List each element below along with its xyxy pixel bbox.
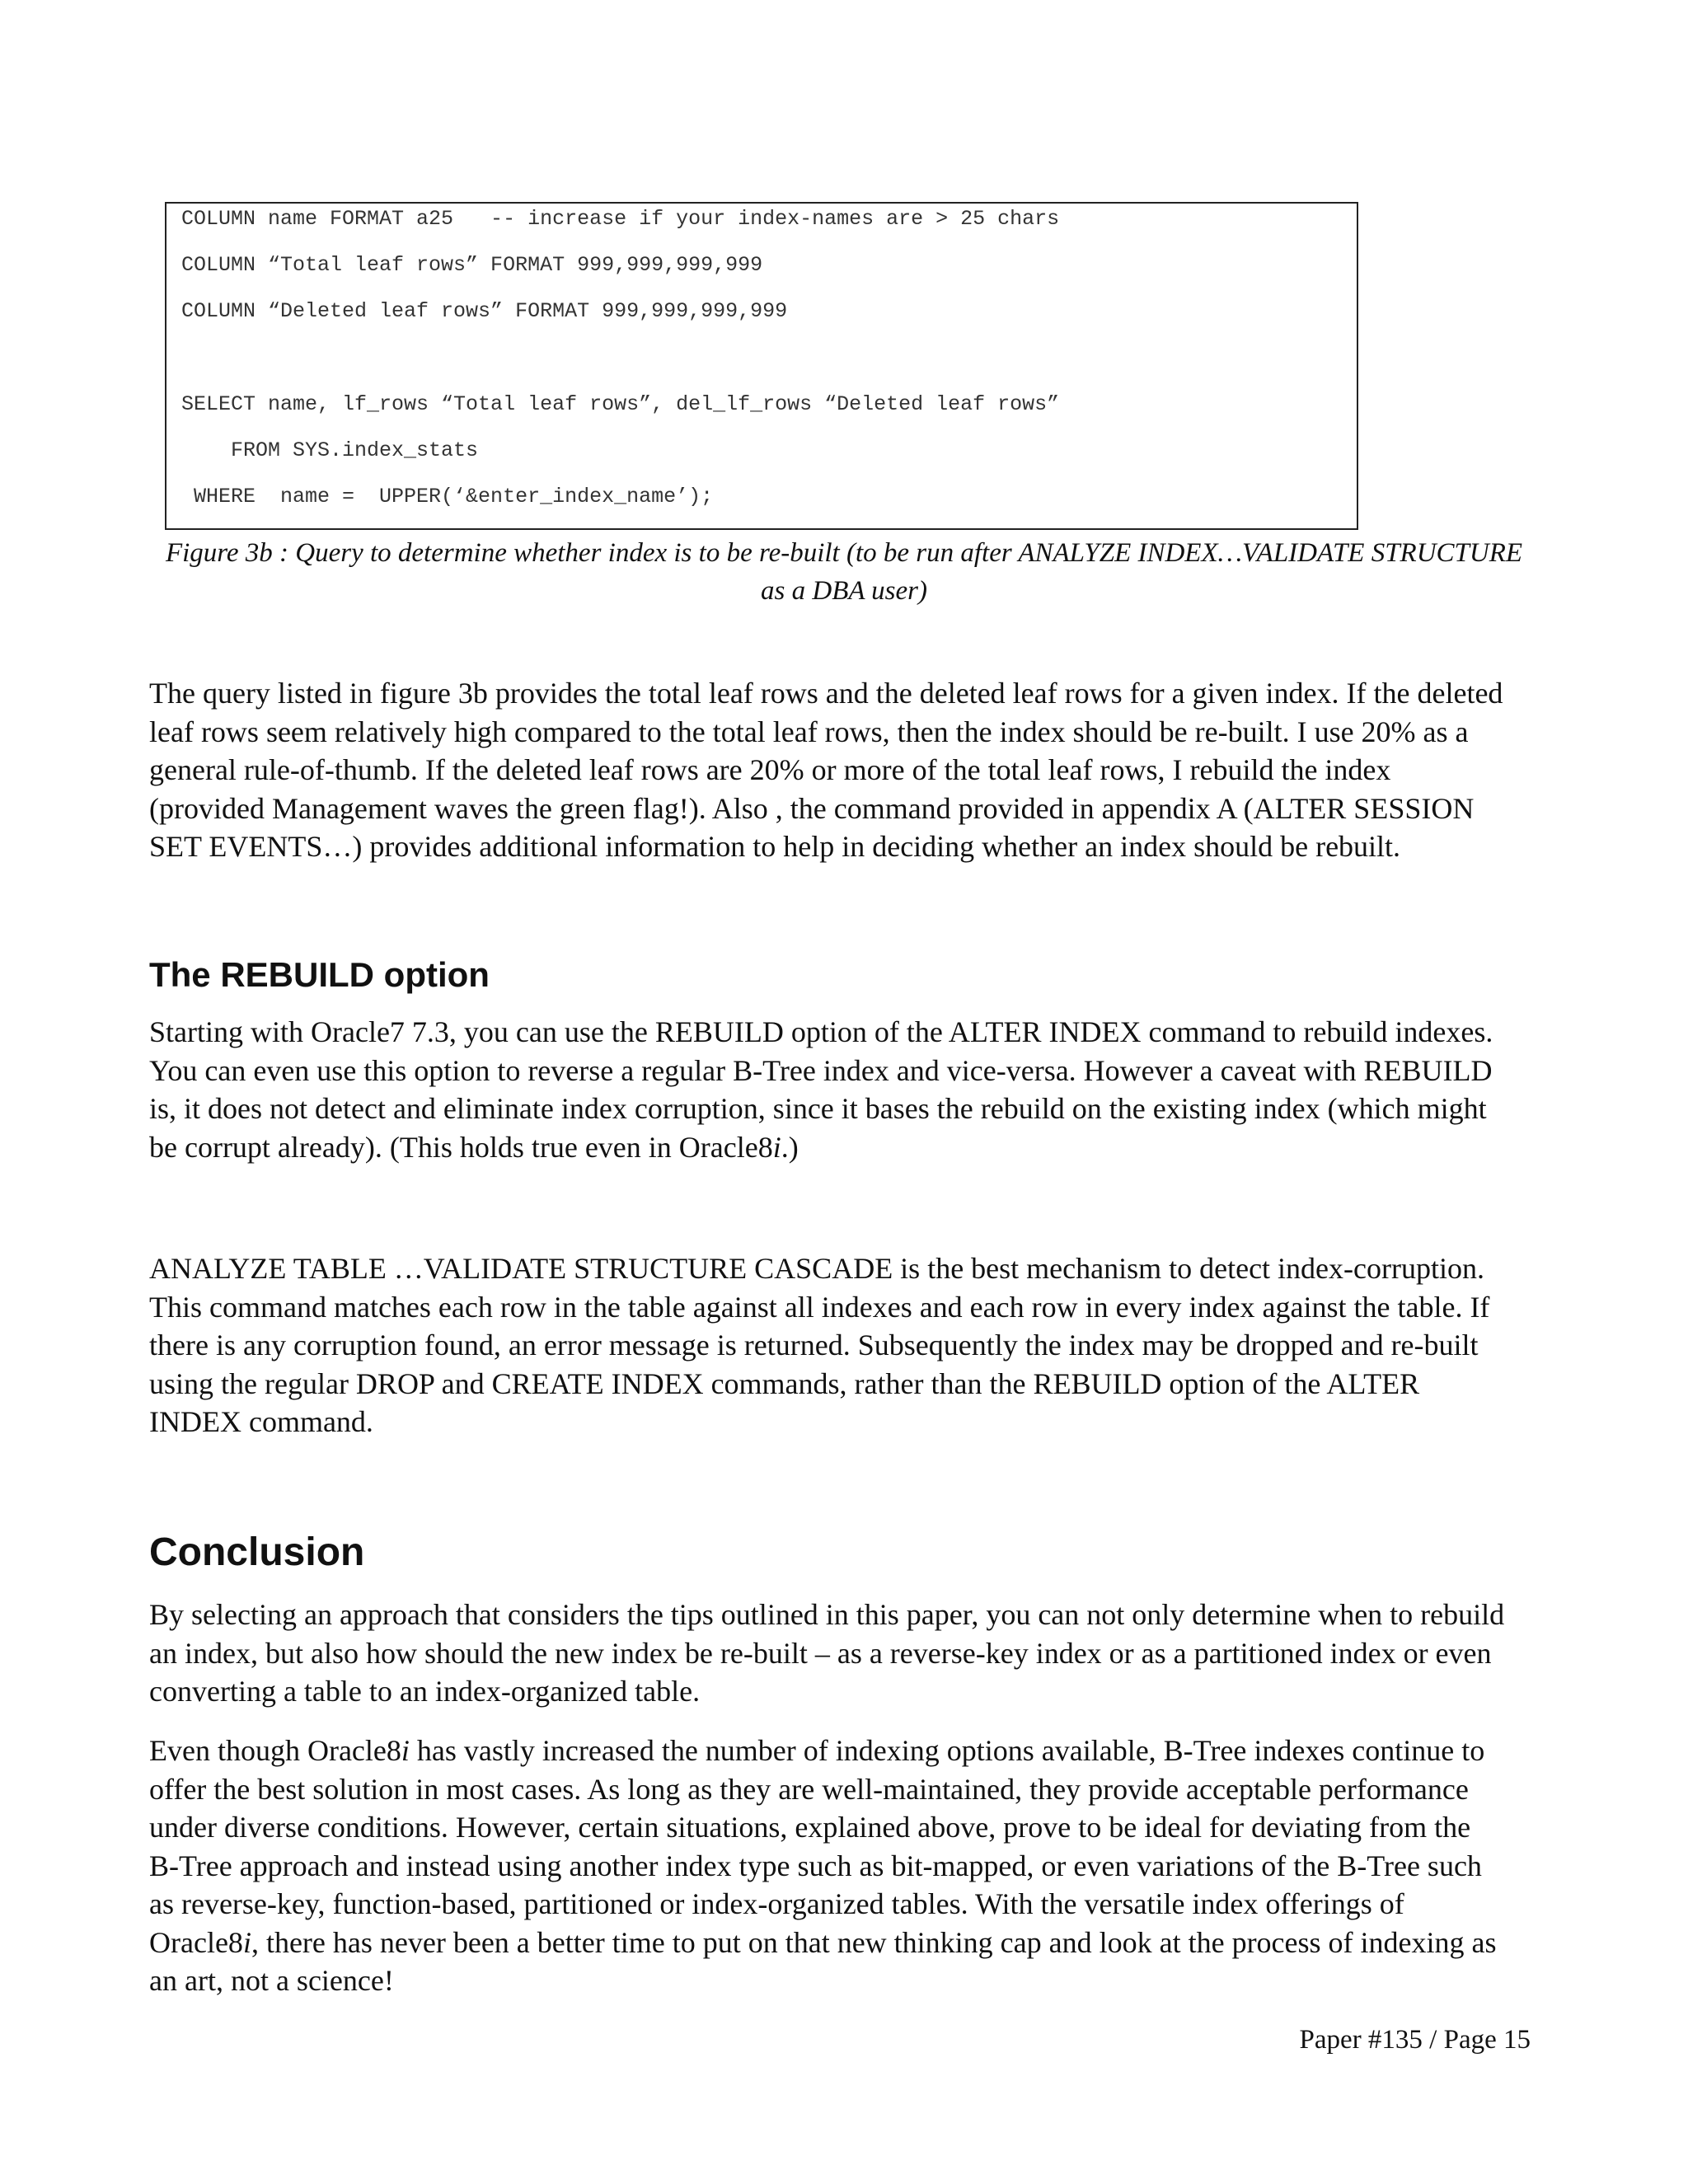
paragraph-line: using the regular DROP and CREATE INDEX commands, rather than the REBUILD option of the ALTER [149, 1366, 1420, 1400]
paragraph-line: under diverse conditions. However, certain situations, explained above, prove to be ideal for deviating from the [149, 1811, 1471, 1844]
paragraph-line: an index, but also how should the new index be re-built – as a reverse-key index or as a partitioned index or even [149, 1636, 1492, 1670]
paragraph-line: ANALYZE TABLE …VALIDATE STRUCTURE CASCADE is the best mechanism to detect index-corruption. [149, 1252, 1484, 1285]
text-run: Oracle8 [149, 1925, 243, 1959]
code-line: COLUMN name FORMAT a25 -- increase if your index-names are > 25 chars [181, 207, 1060, 231]
conclusion-paragraph-1 [149, 1596, 1550, 1711]
paragraph-line: converting a table to an index-organized table. [149, 1675, 701, 1708]
paragraph-line: leaf rows seem relatively high compared to the total leaf rows, then the index should be re-built. I use 20% as a [149, 715, 1469, 748]
paragraph-line: By selecting an approach that considers the tips outlined in this paper, you can not only determine when to rebuild [149, 1598, 1505, 1631]
paragraph-line: You can even use this option to reverse a regular B-Tree index and vice-versa. However a caveat with REBUILD [149, 1053, 1493, 1087]
italic-run: i [401, 1734, 410, 1767]
paragraph-line: general rule-of-thumb. If the deleted leaf rows are 20% or more of the total leaf rows, I rebuild the index [149, 753, 1391, 786]
paragraph-line: is, it does not detect and eliminate index corruption, since it bases the rebuild on the existing index (which might [149, 1092, 1487, 1125]
paragraph-line: there is any corruption found, an error message is returned. Subsequently the index may be dropped and re-built [149, 1329, 1479, 1361]
code-line: WHERE name = UPPER(‘&enter_index_name’); [181, 485, 714, 509]
paragraph-line: (provided Management waves the green flag!). Also , the command provided in appendix A (ALTER SESSION [149, 791, 1475, 825]
code-block [165, 202, 1358, 530]
section-heading-rebuild: The REBUILD option [149, 955, 490, 994]
text-run: , there has never been a better time to put on that new thinking cap and look at the process of indexing as [251, 1925, 1497, 1959]
paragraph-line [149, 1732, 1550, 1770]
paragraph-line: Starting with Oracle7 7.3, you can use the REBUILD option of the ALTER INDEX command to rebuild indexes. [149, 1015, 1493, 1048]
caption-line: as a DBA user) [761, 576, 927, 606]
intro-paragraph [149, 674, 1550, 866]
rebuild-paragraph-2 [149, 1249, 1550, 1441]
paragraph-line: INDEX command. [149, 1405, 373, 1438]
paragraph-line: B-Tree approach and instead using another index type such as bit-mapped, or even variations of the B-Tree such [149, 1849, 1482, 1882]
paragraph-line: SET EVENTS…) provides additional information to help in deciding whether an index should be rebuilt. [149, 830, 1401, 863]
code-line: COLUMN “Total leaf rows” FORMAT 999,999,999,999 [181, 253, 763, 277]
rebuild-paragraph-1 [149, 1013, 1550, 1166]
conclusion-paragraph-2 [149, 1732, 1550, 2000]
text-run: Even though Oracle8 [149, 1734, 401, 1767]
code-line: SELECT name, lf_rows “Total leaf rows”, del_lf_rows “Deleted leaf rows” [181, 392, 1060, 416]
section-heading-conclusion: Conclusion [149, 1530, 365, 1574]
paragraph-line: offer the best solution in most cases. As long as they are well-maintained, they provide acceptable performance [149, 1772, 1469, 1806]
caption-line: Figure 3b : Query to determine whether index is to be re-built (to be run after ANALYZE INDEX…VALIDATE STRUCTURE [165, 538, 1523, 568]
paragraph-line: an art, not a science! [149, 1964, 394, 1997]
text-run: be corrupt already). (This holds true even in Oracle8 [149, 1130, 773, 1164]
code-line: COLUMN “Deleted leaf rows” FORMAT 999,999,999,999 [181, 299, 788, 323]
italic-run: i [772, 1130, 781, 1164]
paragraph-line: This command matches each row in the table against all indexes and each row in every index against the table. If [149, 1290, 1490, 1324]
paragraph-line [149, 1128, 1550, 1167]
text-run: has vastly increased the number of indexing options available, B-Tree indexes continue to [409, 1734, 1485, 1767]
figure-caption [124, 534, 1564, 610]
text-run: .) [781, 1130, 799, 1164]
page-footer: Paper #135 / Page 15 [1299, 2025, 1531, 2055]
code-line: FROM SYS.index_stats [181, 438, 479, 462]
paragraph-line [149, 1924, 1550, 1962]
italic-run: i [242, 1925, 251, 1959]
paragraph-line: The query listed in figure 3b provides the total leaf rows and the deleted leaf rows for a given index. If the deleted [149, 677, 1503, 710]
paragraph-line: as reverse-key, function-based, partitioned or index-organized tables. With the versatile index offerings of [149, 1887, 1404, 1920]
